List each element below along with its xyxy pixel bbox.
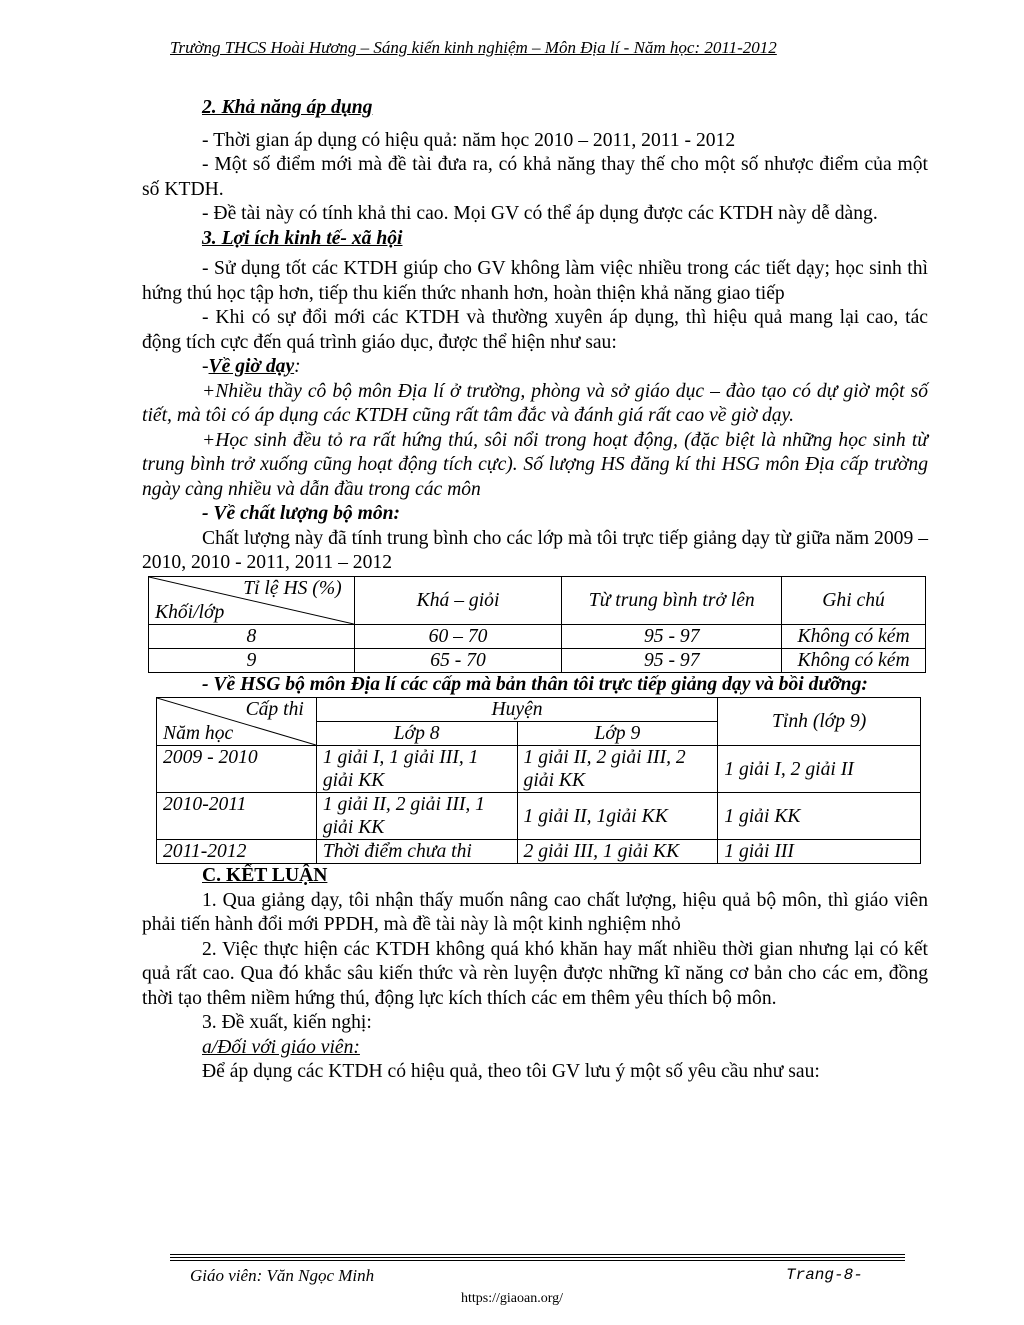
teaching-label: Về giờ dạy — [208, 356, 295, 377]
table-cell: 1 giải KK — [718, 793, 921, 840]
header-cell-province: Tỉnh (lớp 9) — [718, 698, 921, 746]
diag-bottom-label: Năm học — [163, 723, 234, 744]
table-cell: 60 – 70 — [354, 624, 562, 648]
paragraph: - Đề tài này có tính khả thi cao. Mọi GV có thể áp dụng được các KTDH này dễ dàng. — [202, 203, 878, 224]
diagonal-header-cell — [157, 698, 317, 746]
table-row — [157, 840, 921, 864]
paragraph: Để áp dụng các KTDH có hiệu quả, theo tôi GV lưu ý một số yêu cầu như sau: — [202, 1061, 820, 1082]
table-cell: 2009 - 2010 — [157, 746, 317, 793]
table-cell: 2011-2012 — [157, 840, 317, 864]
table-row — [157, 746, 921, 793]
table-cell: 1 giải III — [718, 840, 921, 864]
paragraph: - Sử dụng tốt các KTDH giúp cho GV không làm việc nhiều trong các tiết dạy; học sinh thì hứng thú học tập hơn, tiếp thu kiến thức nhanh hơn, hoàn thiện khả năng giao tiếp — [142, 258, 928, 304]
paragraph: +Nhiều thầy cô bộ môn Địa lí ở trường, phòng và sở giáo dục – đào tạo có dự giờ một số tiết, mà tôi có áp dụng các KTDH cũng rất tâm đắc và đánh giá rất cao về giờ dạy. — [142, 380, 928, 426]
paragraph: - Thời gian áp dụng có hiệu quả: năm học 2010 – 2011, 2011 - 2012 — [202, 129, 736, 151]
table-cell: 1 giải II, 1giải KK — [517, 793, 718, 840]
header-cell-grade8: Lớp 8 — [316, 722, 517, 746]
table-cell: 2010-2011 — [157, 793, 317, 840]
table-cell: Thời điểm chưa thi — [316, 840, 517, 864]
subheading-quality: - Về chất lượng bộ môn: — [202, 503, 401, 524]
diag-top-label: Cấp thi — [245, 699, 304, 720]
header-cell-district: Huyện — [316, 698, 717, 722]
header-cell-grade9: Lớp 9 — [517, 722, 718, 746]
table-cell: 1 giải II, 2 giải III, 2 giải KK — [517, 746, 718, 793]
paragraph: - Khi có sự đổi mới các KTDH và thường xuyên áp dụng, thì hiệu quả mang lại cao, tác động tích cực đến quá trình giáo dục, được thể hiện như sau: — [142, 307, 928, 353]
footer-teacher: Giáo viên: Văn Ngọc Minh — [190, 1266, 375, 1285]
header-cell: Từ trung bình trở lên — [562, 576, 782, 624]
paragraph: 1. Qua giảng dạy, tôi nhận thấy muốn nâng cao chất lượng, hiệu quả bộ môn, thì giáo viên phải tiến hành đổi mới PPDH, mà đề tài này là một kinh nghiệm nhỏ — [142, 889, 928, 935]
colon: : — [294, 356, 301, 377]
diag-bottom-label: Khối/lớp — [155, 601, 225, 623]
gifted-students-table — [156, 697, 921, 864]
subheading-teaching — [142, 355, 928, 380]
table-row — [157, 793, 921, 840]
footer-page-number: Trang-8- — [786, 1266, 863, 1284]
header-cell: Ghi chú — [782, 576, 926, 624]
header-cell: Khá – giỏi — [354, 576, 562, 624]
table-cell: 2 giải III, 1 giải KK — [517, 840, 718, 864]
dash: - — [202, 356, 209, 377]
table-cell: 8 — [149, 624, 355, 648]
page-header: Trường THCS Hoài Hương – Sáng kiến kinh nghiệm – Môn Địa lí - Năm học: 2011-2012 — [170, 38, 777, 57]
table-row — [149, 648, 926, 672]
section-title-applicability: 2. Khả năng áp dụng — [202, 97, 373, 118]
table-row — [149, 624, 926, 648]
table-cell: 1 giải I, 2 giải II — [718, 746, 921, 793]
paragraph: 2. Việc thực hiện các KTDH không quá khó khăn hay mất nhiều thời gian nhưng lại có kết quả rất cao. Qua đó khắc sâu kiến thức và rèn luyện được những kĩ năng cơ bản cho các em, đồng thời tạo thêm niềm hứng thú, động lực kích thích các em thêm yêu thích bộ môn. — [142, 938, 928, 1009]
table-cell: Không có kém — [782, 624, 926, 648]
table-cell: 9 — [149, 648, 355, 672]
table-cell: 65 - 70 — [354, 648, 562, 672]
table-cell: 95 - 97 — [562, 624, 782, 648]
footer-url[interactable]: https://giaoan.org/ — [460, 1291, 563, 1306]
quality-table — [148, 576, 926, 673]
footer-rule — [170, 1254, 905, 1260]
paragraph: +Học sinh đều tỏ ra rất hứng thú, sôi nổi trong hoạt động, (đặc biệt là những học sinh từ trung bình trở xuống cũng hoạt động tích cực). Số lượng HS đăng kí thi HSG môn Địa cấp trường ngày càng nhiều và dẫn đầu trong các môn — [142, 429, 928, 500]
section-title-conclusion: C. KẾT LUẬN — [202, 865, 328, 886]
subheading-gifted: - Về HSG bộ môn Địa lí các cấp mà bản thân tôi trực tiếp giảng dạy và bồi dưỡng: — [202, 673, 868, 695]
table-cell: 95 - 97 — [562, 648, 782, 672]
paragraph: - Một số điểm mới mà đề tài đưa ra, có khả năng thay thế cho một số nhược điểm của một số KTDH. — [142, 154, 928, 200]
section-title-benefits: 3. Lợi ích kinh tế- xã hội — [202, 227, 403, 249]
document-body — [142, 96, 928, 1085]
subheading-teachers: a/Đối với giáo viên: — [202, 1036, 360, 1058]
paragraph: 3. Đề xuất, kiến nghị: — [202, 1012, 372, 1033]
table-cell: Không có kém — [782, 648, 926, 672]
diag-top-label: Tỉ lệ HS (%) — [243, 577, 342, 599]
paragraph: Chất lượng này đã tính trung bình cho các lớp mà tôi trực tiếp giảng dạy từ giữa năm 2009 – 2010, 2010 - 2011, 2011 – 2012 — [142, 527, 928, 573]
table-cell: 1 giải I, 1 giải III, 1 giải KK — [316, 746, 517, 793]
diagonal-header-cell — [149, 576, 355, 624]
table-cell: 1 giải II, 2 giải III, 1 giải KK — [316, 793, 517, 840]
